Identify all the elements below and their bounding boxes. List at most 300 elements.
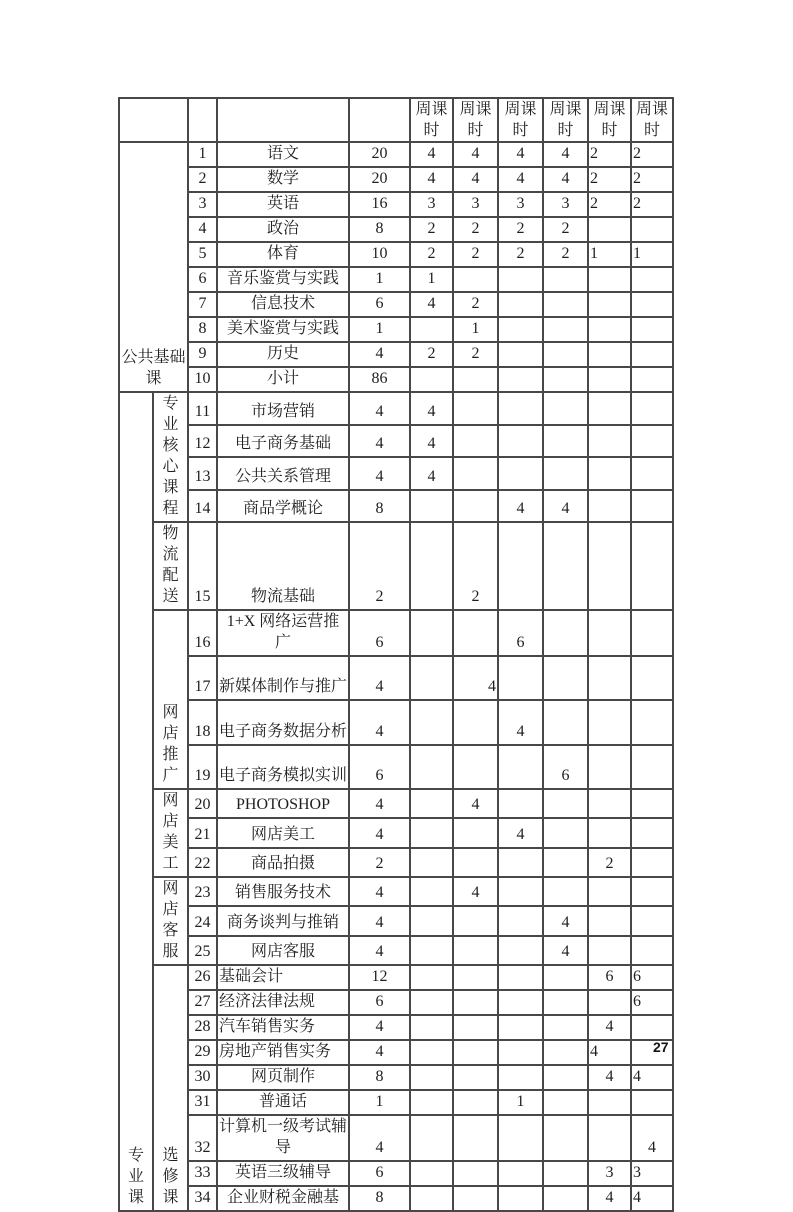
course-number: 33 (188, 1161, 217, 1186)
course-number: 18 (188, 700, 217, 745)
week-hours-cell: 4 (498, 700, 543, 745)
week-hours-cell (588, 877, 631, 906)
week-hours-cell (588, 392, 631, 425)
week-hours-cell (498, 367, 543, 392)
course-name: 历史 (217, 342, 349, 367)
week-hours-cell (543, 1186, 588, 1211)
course-total-hours: 8 (349, 490, 410, 523)
week-hours-cell: 4 (410, 167, 453, 192)
week-hours-cell: 2 (453, 522, 498, 610)
course-name: 企业财税金融基 (217, 1186, 349, 1211)
week-hours-cell (543, 818, 588, 847)
week-hours-cell: 2 (453, 242, 498, 267)
week-hours-cell: 4 (453, 656, 498, 700)
week-hours-cell (453, 1090, 498, 1115)
week-hours-cell (453, 392, 498, 425)
week-hours-cell: 2 (631, 192, 673, 217)
course-number: 31 (188, 1090, 217, 1115)
week-hours-cell (453, 1161, 498, 1186)
week-hours-cell (453, 1115, 498, 1161)
week-hours-cell (543, 990, 588, 1015)
course-number: 9 (188, 342, 217, 367)
course-total-hours: 1 (349, 1090, 410, 1115)
week-hours-cell (543, 317, 588, 342)
course-name: 市场营销 (217, 392, 349, 425)
week-hours-cell: 1 (410, 267, 453, 292)
week-hours-cell (588, 745, 631, 789)
week-hours-cell (588, 1115, 631, 1161)
course-number: 10 (188, 367, 217, 392)
course-name: 电子商务基础 (217, 425, 349, 458)
week-hours-cell (453, 367, 498, 392)
course-name: 经济法律法规 (217, 990, 349, 1015)
course-row-20 (119, 789, 673, 818)
course-row-18 (119, 700, 673, 745)
header-week-hours-6: 周课时 (631, 98, 673, 142)
week-hours-cell (588, 217, 631, 242)
course-name: 英语三级辅导 (217, 1161, 349, 1186)
page-number: 27 (653, 1039, 669, 1055)
course-number: 19 (188, 745, 217, 789)
course-total-hours: 4 (349, 392, 410, 425)
header-week-hours-1: 周课时 (410, 98, 453, 142)
week-hours-cell: 4 (631, 1115, 673, 1161)
course-row-30 (119, 1065, 673, 1090)
week-hours-cell (631, 610, 673, 656)
course-row-14 (119, 490, 673, 523)
week-hours-cell: 4 (453, 142, 498, 167)
week-hours-cell (410, 1015, 453, 1040)
week-hours-cell (498, 1040, 543, 1065)
course-row-28 (119, 1015, 673, 1040)
week-hours-cell (543, 267, 588, 292)
course-number: 25 (188, 936, 217, 965)
week-hours-cell (410, 818, 453, 847)
week-hours-cell: 4 (631, 1186, 673, 1211)
course-total-hours: 4 (349, 425, 410, 458)
course-row-9 (119, 342, 673, 367)
course-row-23 (119, 877, 673, 906)
week-hours-cell: 2 (543, 242, 588, 267)
course-total-hours: 4 (349, 789, 410, 818)
week-hours-cell: 4 (588, 1040, 631, 1065)
header-week-hours-4: 周课时 (543, 98, 588, 142)
course-row-31 (119, 1090, 673, 1115)
curriculum-table (118, 97, 674, 1212)
course-row-1 (119, 142, 673, 167)
course-total-hours: 6 (349, 610, 410, 656)
course-total-hours: 4 (349, 1040, 410, 1065)
course-name: 普通话 (217, 1090, 349, 1115)
course-number: 23 (188, 877, 217, 906)
week-hours-cell (588, 656, 631, 700)
course-total-hours: 4 (349, 936, 410, 965)
week-hours-cell (498, 1186, 543, 1211)
course-row-34 (119, 1186, 673, 1211)
week-hours-cell (631, 425, 673, 458)
week-hours-cell: 4 (588, 1015, 631, 1040)
week-hours-cell (410, 877, 453, 906)
course-number: 26 (188, 965, 217, 990)
course-total-hours: 2 (349, 522, 410, 610)
week-hours-cell (588, 317, 631, 342)
course-total-hours: 1 (349, 267, 410, 292)
week-hours-cell: 2 (498, 217, 543, 242)
week-hours-cell (410, 1090, 453, 1115)
week-hours-cell (498, 342, 543, 367)
week-hours-cell: 4 (453, 789, 498, 818)
subcategory-cell: 专业核心课程 (153, 392, 188, 522)
week-hours-cell (453, 610, 498, 656)
week-hours-cell: 2 (631, 142, 673, 167)
week-hours-cell: 2 (453, 217, 498, 242)
week-hours-cell (498, 745, 543, 789)
week-hours-cell: 2 (588, 167, 631, 192)
week-hours-cell: 2 (453, 292, 498, 317)
week-hours-cell (453, 457, 498, 490)
course-number: 21 (188, 818, 217, 847)
course-name: 物流基础 (217, 522, 349, 610)
week-hours-cell (543, 1015, 588, 1040)
week-hours-cell (588, 936, 631, 965)
week-hours-cell (410, 1115, 453, 1161)
course-number: 11 (188, 392, 217, 425)
week-hours-cell: 2 (410, 217, 453, 242)
week-hours-cell (498, 936, 543, 965)
week-hours-cell (498, 1015, 543, 1040)
course-number: 29 (188, 1040, 217, 1065)
subcategory-cell: 网店美工 (153, 789, 188, 877)
course-name: 数学 (217, 167, 349, 192)
course-number: 15 (188, 522, 217, 610)
course-number: 30 (188, 1065, 217, 1090)
header-index-cell (188, 98, 217, 142)
course-name: 计算机一级考试辅导 (217, 1115, 349, 1161)
week-hours-cell (543, 877, 588, 906)
week-hours-cell: 1 (498, 1090, 543, 1115)
course-row-15 (119, 522, 673, 610)
week-hours-cell: 2 (410, 342, 453, 367)
course-row-10 (119, 367, 673, 392)
week-hours-cell (588, 490, 631, 523)
week-hours-cell (631, 789, 673, 818)
course-total-hours: 6 (349, 990, 410, 1015)
week-hours-cell: 3 (498, 192, 543, 217)
week-hours-cell: 6 (543, 745, 588, 789)
week-hours-cell (588, 906, 631, 935)
course-number: 24 (188, 906, 217, 935)
week-hours-cell (410, 1161, 453, 1186)
week-hours-cell (410, 522, 453, 610)
course-name: 公共关系管理 (217, 457, 349, 490)
week-hours-cell (543, 656, 588, 700)
course-total-hours: 10 (349, 242, 410, 267)
week-hours-cell (543, 1065, 588, 1090)
course-total-hours: 86 (349, 367, 410, 392)
course-number: 4 (188, 217, 217, 242)
week-hours-cell: 4 (543, 490, 588, 523)
course-row-19 (119, 745, 673, 789)
course-name: 基础会计 (217, 965, 349, 990)
week-hours-cell (453, 745, 498, 789)
week-hours-cell: 3 (410, 192, 453, 217)
week-hours-cell (498, 1115, 543, 1161)
week-hours-cell (543, 965, 588, 990)
course-row-32 (119, 1115, 673, 1161)
week-hours-cell: 4 (410, 392, 453, 425)
week-hours-cell: 3 (453, 192, 498, 217)
week-hours-cell (498, 789, 543, 818)
week-hours-cell: 4 (410, 425, 453, 458)
week-hours-cell: 2 (453, 342, 498, 367)
week-hours-cell (410, 490, 453, 523)
week-hours-cell (543, 610, 588, 656)
course-total-hours: 4 (349, 342, 410, 367)
week-hours-cell (498, 425, 543, 458)
week-hours-cell (631, 317, 673, 342)
week-hours-cell (410, 1040, 453, 1065)
header-week-hours-3: 周课时 (498, 98, 543, 142)
week-hours-cell (498, 848, 543, 877)
week-hours-cell (453, 848, 498, 877)
week-hours-cell (543, 1040, 588, 1065)
week-hours-cell (453, 906, 498, 935)
course-name: 新媒体制作与推广 (217, 656, 349, 700)
course-name: 商务谈判与推销 (217, 906, 349, 935)
week-hours-cell (588, 457, 631, 490)
course-row-5 (119, 242, 673, 267)
week-hours-cell (588, 292, 631, 317)
week-hours-cell: 2 (588, 192, 631, 217)
course-row-8 (119, 317, 673, 342)
course-total-hours: 8 (349, 217, 410, 242)
week-hours-cell: 4 (498, 818, 543, 847)
week-hours-cell: 6 (631, 990, 673, 1015)
week-hours-cell: 6 (588, 965, 631, 990)
week-hours-cell: 3 (631, 1161, 673, 1186)
week-hours-cell (543, 522, 588, 610)
header-week-hours-2: 周课时 (453, 98, 498, 142)
course-number: 12 (188, 425, 217, 458)
week-hours-cell (453, 425, 498, 458)
course-total-hours: 20 (349, 167, 410, 192)
course-number: 7 (188, 292, 217, 317)
week-hours-cell (631, 936, 673, 965)
week-hours-cell: 4 (410, 292, 453, 317)
week-hours-cell (410, 936, 453, 965)
course-number: 16 (188, 610, 217, 656)
week-hours-cell (543, 789, 588, 818)
week-hours-cell (631, 745, 673, 789)
week-hours-cell (410, 990, 453, 1015)
week-hours-cell (588, 342, 631, 367)
week-hours-cell (410, 745, 453, 789)
header-row (119, 98, 673, 142)
week-hours-cell (453, 700, 498, 745)
week-hours-cell (453, 818, 498, 847)
week-hours-cell (498, 522, 543, 610)
week-hours-cell (498, 990, 543, 1015)
course-number: 5 (188, 242, 217, 267)
week-hours-cell (543, 700, 588, 745)
course-row-25 (119, 936, 673, 965)
week-hours-cell (498, 457, 543, 490)
week-hours-cell: 2 (410, 242, 453, 267)
week-hours-cell (410, 317, 453, 342)
week-hours-cell: 3 (588, 1161, 631, 1186)
course-row-17 (119, 656, 673, 700)
week-hours-cell (543, 1090, 588, 1115)
header-category-cell (119, 98, 188, 142)
course-row-3 (119, 192, 673, 217)
week-hours-cell: 3 (543, 192, 588, 217)
week-hours-cell: 4 (453, 167, 498, 192)
course-row-27 (119, 990, 673, 1015)
course-number: 6 (188, 267, 217, 292)
week-hours-cell (498, 1065, 543, 1090)
week-hours-cell: 2 (588, 848, 631, 877)
week-hours-cell (631, 1090, 673, 1115)
week-hours-cell (631, 522, 673, 610)
course-total-hours: 8 (349, 1186, 410, 1211)
course-row-12 (119, 425, 673, 458)
course-number: 2 (188, 167, 217, 192)
week-hours-cell (588, 1090, 631, 1115)
course-name: 1+X 网络运营推广 (217, 610, 349, 656)
course-total-hours: 2 (349, 848, 410, 877)
course-number: 32 (188, 1115, 217, 1161)
course-row-21 (119, 818, 673, 847)
week-hours-cell (631, 818, 673, 847)
week-hours-cell: 4 (631, 1065, 673, 1090)
course-name: 语文 (217, 142, 349, 167)
course-number: 20 (188, 789, 217, 818)
week-hours-cell (498, 656, 543, 700)
course-total-hours: 4 (349, 457, 410, 490)
course-name: 网页制作 (217, 1065, 349, 1090)
course-name: 电子商务数据分析 (217, 700, 349, 745)
week-hours-cell (588, 267, 631, 292)
week-hours-cell (631, 367, 673, 392)
week-hours-cell (631, 1015, 673, 1040)
week-hours-cell (588, 367, 631, 392)
course-name: 房地产销售实务 (217, 1040, 349, 1065)
course-row-13 (119, 457, 673, 490)
header-total-hours-cell (349, 98, 410, 142)
week-hours-cell: 2 (543, 217, 588, 242)
week-hours-cell (588, 990, 631, 1015)
course-name: 信息技术 (217, 292, 349, 317)
course-number: 13 (188, 457, 217, 490)
course-row-6 (119, 267, 673, 292)
week-hours-cell: 2 (588, 142, 631, 167)
table-body (119, 142, 673, 1211)
subcategory-cell: 网店客服 (153, 877, 188, 965)
course-total-hours: 4 (349, 1015, 410, 1040)
week-hours-cell (543, 1115, 588, 1161)
course-number: 22 (188, 848, 217, 877)
week-hours-cell (631, 342, 673, 367)
course-total-hours: 1 (349, 317, 410, 342)
course-total-hours: 4 (349, 906, 410, 935)
week-hours-cell (543, 848, 588, 877)
week-hours-cell: 4 (498, 490, 543, 523)
week-hours-cell (410, 965, 453, 990)
week-hours-cell (543, 367, 588, 392)
week-hours-cell (498, 965, 543, 990)
category-cell: 公共基础课 (119, 142, 188, 392)
subcategory-cell: 物流配送 (153, 522, 188, 610)
week-hours-cell (631, 877, 673, 906)
week-hours-cell (453, 936, 498, 965)
week-hours-cell: 2 (631, 167, 673, 192)
course-row-7 (119, 292, 673, 317)
week-hours-cell: 2 (498, 242, 543, 267)
week-hours-cell (543, 425, 588, 458)
course-row-22 (119, 848, 673, 877)
course-name: 商品学概论 (217, 490, 349, 523)
week-hours-cell: 4 (453, 877, 498, 906)
week-hours-cell (410, 610, 453, 656)
week-hours-cell (631, 906, 673, 935)
course-name: 销售服务技术 (217, 877, 349, 906)
week-hours-cell (410, 1065, 453, 1090)
header-week-hours-5: 周课时 (588, 98, 631, 142)
week-hours-cell (631, 490, 673, 523)
week-hours-cell (588, 610, 631, 656)
week-hours-cell (588, 522, 631, 610)
course-total-hours: 4 (349, 818, 410, 847)
course-name: 商品拍摄 (217, 848, 349, 877)
course-number: 17 (188, 656, 217, 700)
week-hours-cell (543, 1161, 588, 1186)
week-hours-cell (631, 656, 673, 700)
week-hours-cell (453, 1065, 498, 1090)
course-total-hours: 6 (349, 1161, 410, 1186)
week-hours-cell (631, 292, 673, 317)
course-name: 美术鉴赏与实践 (217, 317, 349, 342)
week-hours-cell (631, 700, 673, 745)
week-hours-cell (588, 700, 631, 745)
course-row-4 (119, 217, 673, 242)
week-hours-cell (453, 1040, 498, 1065)
course-name: 小计 (217, 367, 349, 392)
subcategory-cell: 网店推广 (153, 610, 188, 789)
course-row-16 (119, 610, 673, 656)
week-hours-cell: 4 (410, 457, 453, 490)
week-hours-cell (498, 877, 543, 906)
course-name: 网店美工 (217, 818, 349, 847)
course-row-33 (119, 1161, 673, 1186)
week-hours-cell (588, 425, 631, 458)
week-hours-cell (410, 656, 453, 700)
week-hours-cell (410, 1186, 453, 1211)
week-hours-cell: 4 (543, 167, 588, 192)
week-hours-cell (588, 789, 631, 818)
course-total-hours: 12 (349, 965, 410, 990)
course-number: 1 (188, 142, 217, 167)
course-number: 27 (188, 990, 217, 1015)
week-hours-cell (410, 789, 453, 818)
week-hours-cell: 1 (631, 242, 673, 267)
week-hours-cell (453, 1015, 498, 1040)
week-hours-cell: 4 (588, 1065, 631, 1090)
subcategory-cell: 选修课 (153, 965, 188, 1211)
course-total-hours: 8 (349, 1065, 410, 1090)
week-hours-cell: 6 (498, 610, 543, 656)
week-hours-cell: 4 (410, 142, 453, 167)
course-row-11 (119, 392, 673, 425)
